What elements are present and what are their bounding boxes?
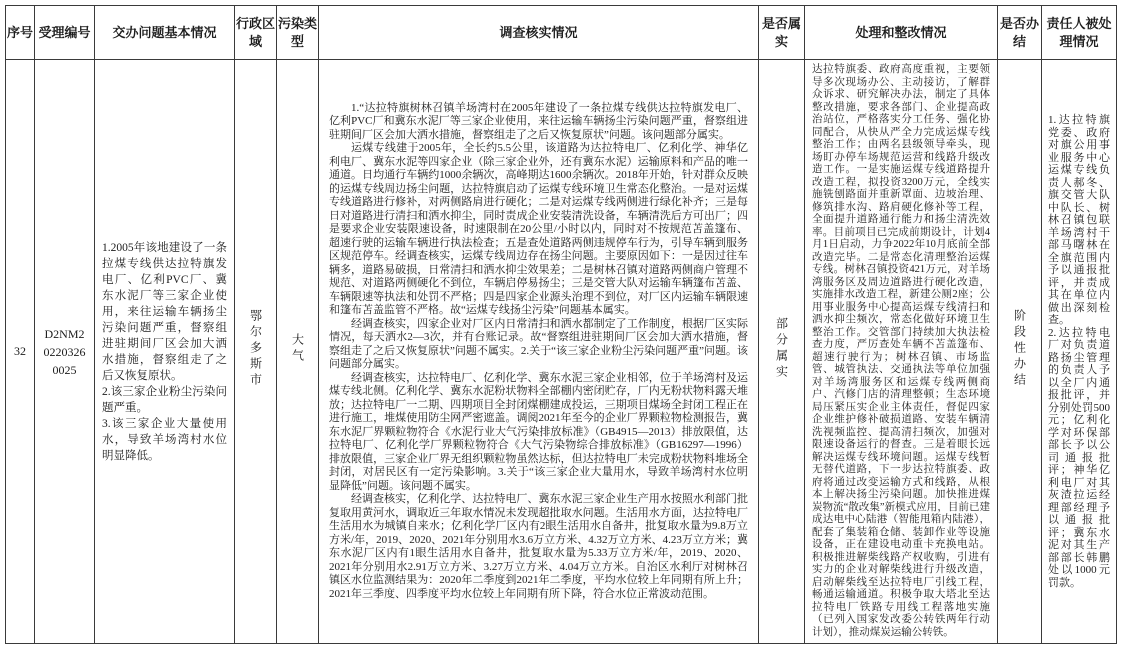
cell-accountability — [1042, 60, 1117, 644]
pollution-type-vertical-text: 大气 — [290, 333, 305, 365]
is-true-vertical-text: 部分属实 — [774, 317, 789, 381]
accountability-item-2: 2.达拉特电厂对负责道路扬尘管理的负责人予以全厂内通报批评，并分别处罚500元；亿利化学对环保部部长予以公司通报批评；神华亿利电厂对其灰渣拉运经理部经理予以通报批评；冀东水泥对其生产部部长韩鹏处以1000元罚款。 — [1048, 326, 1110, 589]
investigation-paragraph-4: 经调查核实，达拉特电厂、亿利化学、冀东水泥三家企业相邻，位于羊场湾村及运煤专线北侧。亿利化学、冀东水泥粉状物料全部棚内密闭贮存，厂内无粉状物料露天堆放；达拉特电厂一二期、四期项目全封闭煤棚建成投运，三期项目煤场全封闭工程正在进行施工，堆煤使用防尘网严密遮盖。调阅2021年至今的企业厂界颗粒物检测报告，冀东水泥厂界颗粒物符合《水泥行业大气污染排放标准》（GB4915—2013）排放限值，达拉特电厂、亿利化学厂界颗粒物符合《大气污染物综合排放标准》（GB16297—1996）排放限值，三家企业厂界无组织颗粒物虽然达标，但达拉特电厂未完成粉状物料堆场全封闭，对居民区有一定污染影响。3.关于“该三家企业大量用水，导致羊场湾村水位明显降低”问题。该问题不属实。 — [329, 371, 748, 492]
cell-rectification — [805, 60, 998, 644]
inspection-table — [5, 5, 1117, 644]
investigation-paragraph-5: 经调查核实，亿利化学、达拉特电厂、冀东水泥三家企业生产用水按照水利部门批复取用黄河水，调取近三年取水情况未发现超批取水问题。生活用水方面，达拉特电厂生活用水为城镇自来水；亿利化学厂区内有2眼生活用水自备井，批复取水量为9.8万立方米/年，2019、2020、2021年分别用水3.6万立方米、4.32万立方米、4.23万立方米；冀东水泥厂区内有1眼生活用水自备井，批复取水量为5.33万立方米/年，2019、2020、2021年分别用水2.91万立方米、3.27万立方米、4.04万立方米。自治区水利厅对树林召镇区水位监测结果为：2020年二季度到2021年二季度，平均水位较上年同期有所上升；2021年三季度、四季度平均水位较上年同期有所下降，符合水位正常波动范围。 — [329, 493, 748, 600]
table-row — [6, 60, 1117, 644]
cell-serial-number: 32 — [6, 60, 35, 644]
col-header-region: 行政区域 — [235, 6, 277, 60]
col-header-rectification: 处理和整改情况 — [805, 6, 998, 60]
is-concluded-vertical-text: 阶段性办结 — [1012, 309, 1027, 389]
col-header-is-concluded: 是否办结 — [998, 6, 1042, 60]
rectification-paragraph: 达拉特旗委、政府高度重视，主要领导多次现场办公、主动接访，了解群众诉求、研究解决办法，制定了具体整改措施，要求各部门、企业提高政治站位，严格落实分工任务、强化协同配合，从快从严全力完成运煤专线整治工作；由两名县级领导牵头，现场盯办停车场规范运营和线路升级改造工作。一是实施运煤专线道路提升改造工程，拟投资3200万元，全线实施铣刨路面并重新罩面、边坡治理、修筑排水沟、路肩硬化修补等工程，全面提升道路通行能力和扬尘清洗效率。目前项目已完成前期设计，计划4月1日启动，力争2022年10月底前全部改造完毕。二是常态化清理整治运煤专线。树林召镇投资421万元，对羊场湾服务区及周边道路进行硬化改造，实施排水改造工程，新建公厕2座；公用事业服务中心提高运煤专线清扫和洒水抑尘频次，常态化做好环境卫生整治工作。交管部门持续加大执法检查力度，严厉查处车辆不苫盖篷布、超速行驶行为；树林召镇、市场监管、城管执法、交通执法等单位加强对羊场湾服务区和运煤专线两侧商户、汽修门店的清理整顿；生态环境局压紧压实企业主体责任，督促四家企业维护修补破损道路、安装车辆清洗视频监控、提高清扫频次，加强对限速设备运行的督查。三是着眼长远解决运煤专线环境问题。运煤专线暂无替代道路，下一步达拉特旗委、政府将通过改变运输方式和线路，从根本上解决扬尘污染问题。加快推进煤炭物流“散改集”新模式应用，目前已建成达电中心陆港（智能甩箱内陆港），配套了集装箱仓储、装卸作业等设施设备，正在建设电动重卡充换电站。积极推进解柴线路产权收购，引进有实力的企业对解柴线进行升级改造，启动解柴线至达拉特电厂引线工程，畅通运输通道。积极争取大塔北至达拉特电厂铁路专用线工程落地实施（已列入国家发改委公转铁两年行动计划），推动煤炭运输公转铁。 — [812, 64, 990, 638]
problem-item-2: 2.该三家企业粉尘污染问题严重。 — [102, 385, 227, 414]
col-header-problem: 交办问题基本情况 — [95, 6, 235, 60]
investigation-paragraph-2: 运煤专线建于2005年，全长约5.5公里，该道路为达拉特电厂、亿利化学、神华亿利电厂、冀东水泥等四家企业（除三家企业外，还有冀东水泥）运输原料和产品的唯一通道。日均通行车辆约1000余辆次，高峰期达1600余辆次。2018年开始，针对群众反映的运煤专线周边扬尘问题，达拉特旗启动了运煤专线环境卫生常态化整治。一是对运煤专线道路进行修补，对两侧路肩进行硬化；二是对运煤专线两侧进行绿化补齐；三是每日对道路进行清扫和洒水抑尘，同时责成企业安装清洗设备，车辆清洗后方可出厂；四是要求企业安装限速设备，时速限制在20公里/小时以内，同时对不按规范苫盖篷布、超速行驶的运输车辆进行执法检查；五是查处道路两侧违规停车行为，引导车辆到服务区规范停车。经调查核实，运煤专线周边存在扬尘问题。主要原因如下：一是因过往车辆多，道路易破损，日常清扫和洒水抑尘效果差；二是树林召镇对道路两侧商户管理不规范、对道路两侧硬化不到位，车辆启停易扬尘；三是交管大队对运输车辆篷布苫盖、车辆限速等执法和处罚不严格；四是四家企业源头治理不到位，对厂区内运输车辆限速和篷布苫盖监管不严格。故“运煤专线扬尘污染”问题基本属实。 — [329, 142, 748, 317]
col-header-pollution-type: 污染类型 — [277, 6, 319, 60]
problem-item-1: 1.2005年该地建设了一条拉煤专线供达拉特旗发电厂、亿利PVC厂、冀东水泥厂等三家企业使用，来往运输车辆扬尘污染问题严重，督察组进驻期间厂区会加大洒水措施，督察组走了之后又恢复原状。 — [102, 241, 227, 382]
cell-is-true — [759, 60, 805, 644]
cell-investigation — [319, 60, 759, 644]
cell-is-concluded — [998, 60, 1042, 644]
col-header-is-true: 是否属实 — [759, 6, 805, 60]
col-header-serial: 序号 — [6, 6, 35, 60]
region-vertical-text: 鄂尔多斯市 — [248, 309, 263, 389]
investigation-paragraph-3: 经调查核实，四家企业对厂区内日常清扫和洒水都制定了工作制度，根据厂区实际情况，每天洒水2—3次，并有台账记录。故“督察组进驻期间厂区会加大洒水措施，督察组走了之后又恢复原状”问题不属实。2.关于“该三家企业粉尘污染问题严重”问题。该问题部分属实。 — [329, 317, 748, 371]
col-header-case-number: 受理编号 — [35, 6, 95, 60]
cell-region — [235, 60, 277, 644]
header-row — [6, 6, 1117, 60]
cell-problem-summary — [95, 60, 235, 644]
cell-case-number: D2NM202203260025 — [35, 60, 95, 644]
col-header-accountability: 责任人被处理情况 — [1042, 6, 1117, 60]
accountability-item-1: 1.达拉特旗党委、政府对旗公用事业服务中心运煤专线负责人郝冬、旗交管大队中队长、树林召镇包联羊场湾村干部马曙林在全旗范围内予以通报批评，并责成其在单位内做出深刻检查。 — [1048, 114, 1110, 326]
problem-item-3: 3.该三家企业大量使用水，导致羊场湾村水位明显降低。 — [102, 417, 227, 462]
col-header-investigation: 调查核实情况 — [319, 6, 759, 60]
investigation-paragraph-1: 1.“达拉特旗树林召镇羊场湾村在2005年建设了一条拉煤专线供达拉特旗发电厂、亿利PVC厂和冀东水泥厂等三家企业使用，来往运输车辆扬尘污染问题严重，督察组进驻期间厂区会加大洒水措施，督察组走了之后又恢复原状”问题。该问题部分属实。 — [329, 101, 748, 141]
cell-pollution-type — [277, 60, 319, 644]
